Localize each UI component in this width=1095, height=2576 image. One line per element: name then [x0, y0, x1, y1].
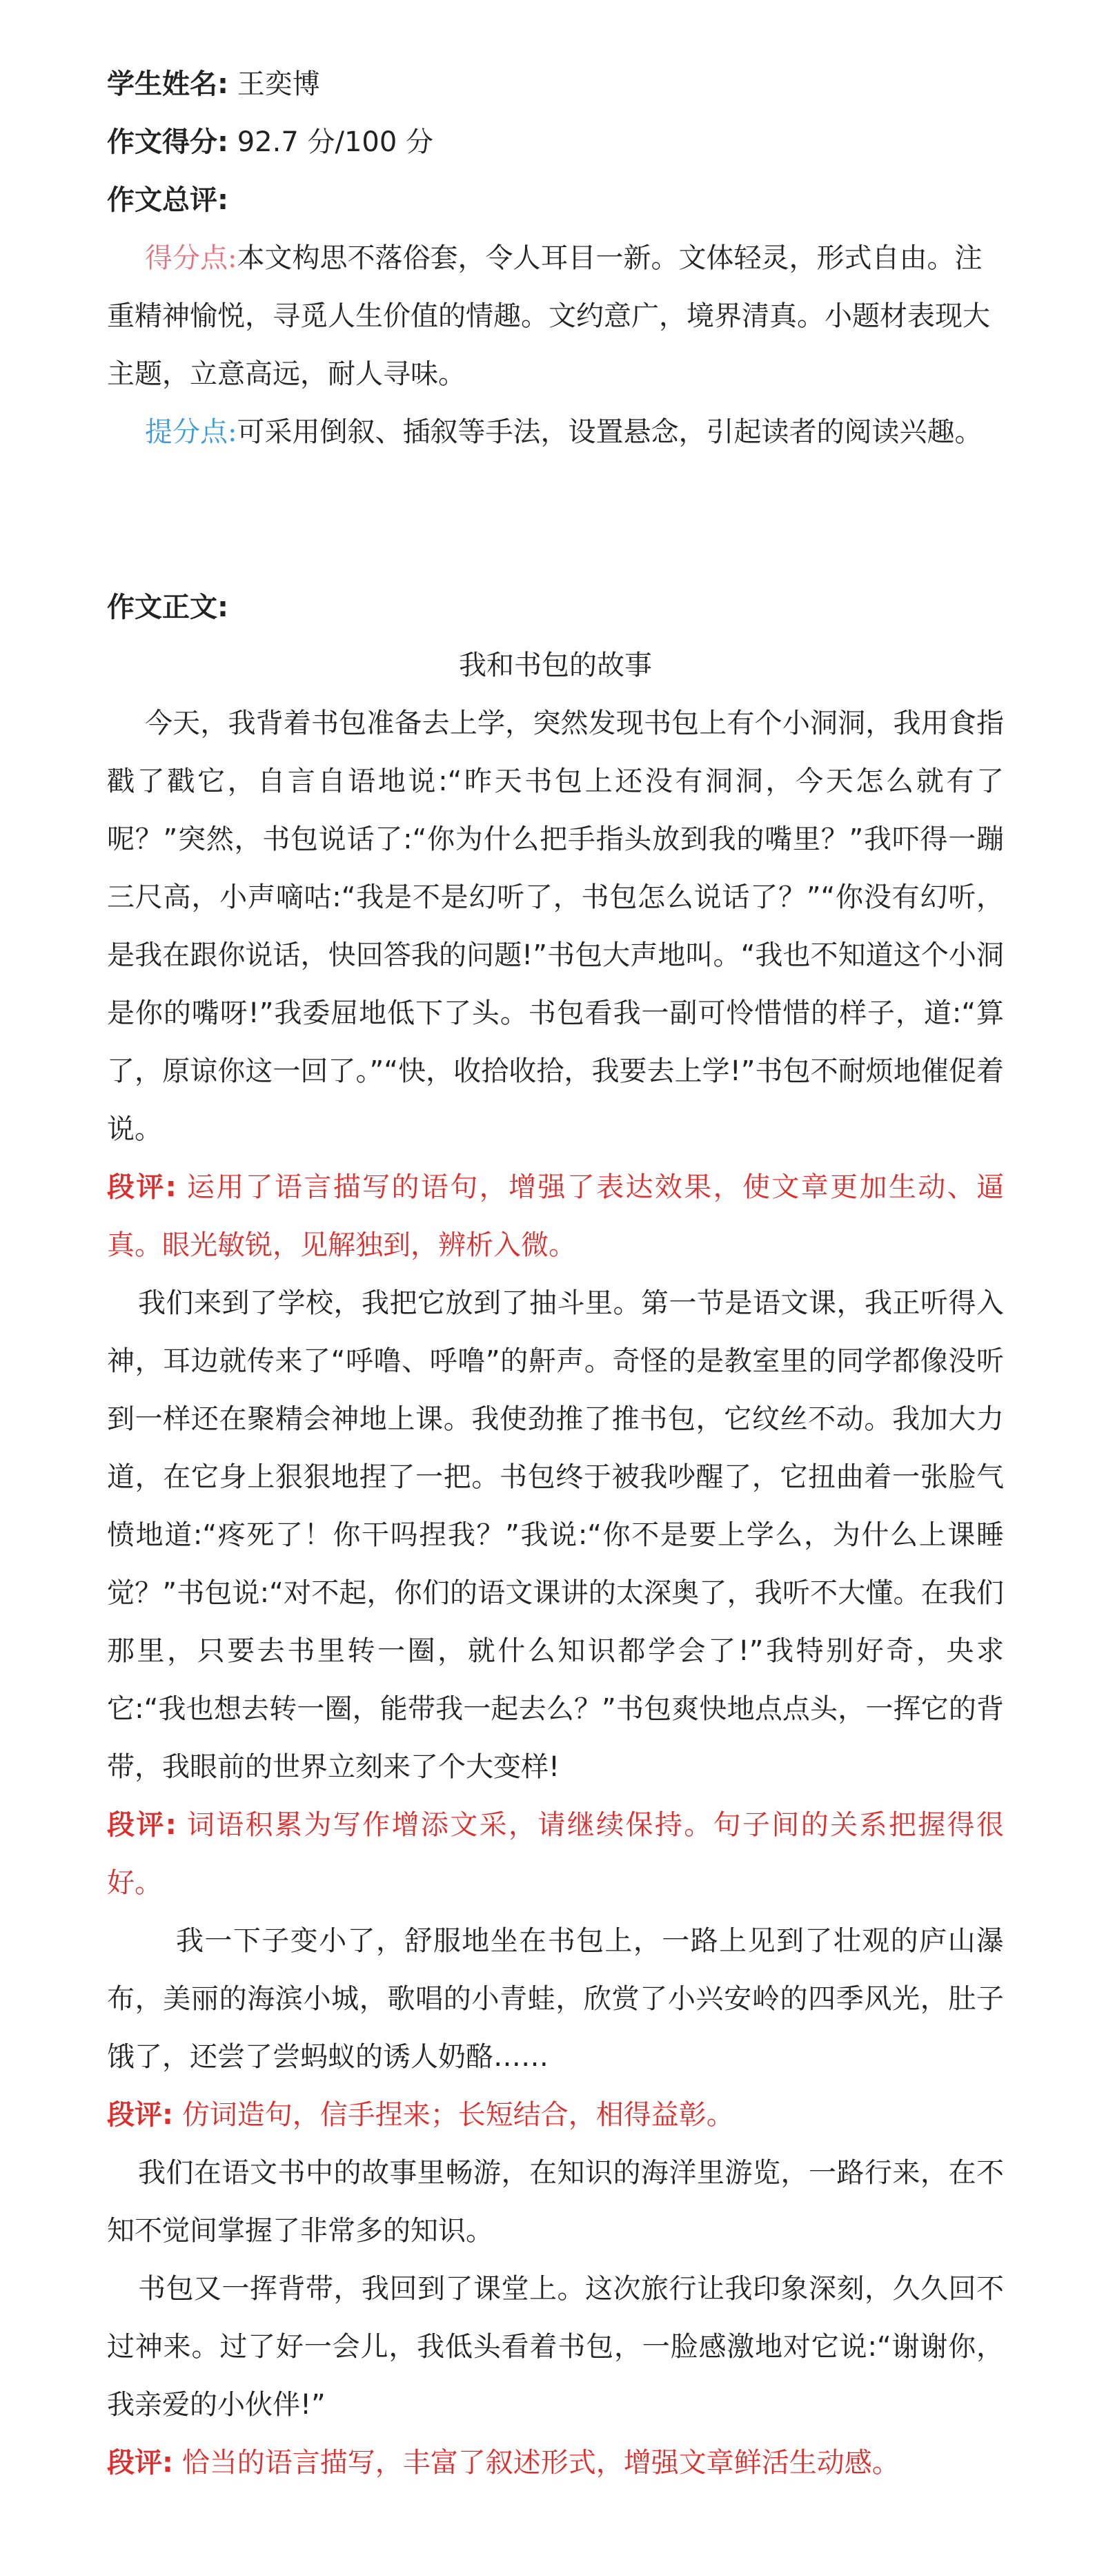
summary-label: 作文总评: [107, 184, 228, 216]
score-value: 92.7 分/100 分 [237, 126, 434, 158]
improve-text: 可采用倒叙、插叙等手法，设置悬念，引起读者的阅读兴趣。 [237, 416, 983, 448]
score-row [107, 113, 1004, 171]
paragraph-comment-2 [107, 1796, 1004, 1912]
essay-paragraph-1: 今天，我背着书包准备去上学，突然发现书包上有个小洞洞，我用食指戳了戳它，自言自语地说:“昨天书包上还没有洞洞，今天怎么就有了呢？”突然，书包说话了:“你为什么把手指头放到我的嘴里？”我吓得一蹦三尺高，小声嘀咕:“我是不是幻听了，书包怎么说话了？”“你没有幻听，是我在跟你说话，快回答我的问题!”书包大声地叫。“我也不知道这个小洞是你的嘴呀!”我委屈地低下了头。书包看我一副可怜惜惜的样子，道:“算了，原谅你这一回了。”“快，收拾收拾，我要去上学!”书包不耐烦地催促着说。 [107, 708, 1004, 1145]
strengths-text: 本文构思不落俗套，令人耳目一新。文体轻灵，形式自由。注重精神愉悦，寻觅人生价值的情趣。文约意广，境界清真。小题材表现大主题，立意高远，耐人寻味。 [107, 242, 990, 390]
overall-review [107, 229, 1004, 461]
essay-title: 我和书包的故事 [459, 650, 652, 681]
strengths-label: 得分点: [145, 242, 237, 274]
paragraph-comment-1 [107, 1158, 1004, 1274]
student-name-value: 王奕博 [237, 68, 320, 100]
essay-heading: 作文正文: [107, 592, 228, 623]
improve-paragraph [107, 403, 1004, 461]
strengths-paragraph [107, 229, 1004, 403]
paragraph-comment-4 [107, 2434, 1004, 2492]
summary-row [107, 171, 1004, 229]
student-name-label: 学生姓名: [107, 68, 228, 100]
comment-text: 恰当的语言描写，丰富了叙述形式，增强文章鲜活生动感。 [181, 2447, 900, 2479]
essay-body [107, 694, 1004, 2492]
essay-paragraph-3: 我一下子变小了，舒服地坐在书包上，一路上见到了壮观的庐山瀑布，美丽的海滨小城，歌唱的小青蛙，欣赏了小兴安岭的四季风光，肚子饿了，还尝了尝蚂蚁的诱人奶酪…… [107, 1925, 1004, 2073]
comment-label: 段评: [107, 2447, 173, 2479]
comment-label: 段评: [107, 1171, 177, 1203]
essay-paragraph-2: 我们来到了学校，我把它放到了抽斗里。第一节是语文课，我正听得入神，耳边就传来了“呼噜、呼噜”的鼾声。奇怪的是教室里的同学都像没听到一样还在聚精会神地上课。我使劲推了推书包，它纹丝不动。我加大力道，在它身上狠狠地捏了一把。书包终于被我吵醒了，它扭曲着一张脸气愤地道:“疼死了！你干吗捏我？”我说:“你不是要上学么，为什么上课睡觉？”书包说:“对不起，你们的语文课讲的太深奥了，我听不大懂。在我们那里，只要去书里转一圈，就什么知识都学会了!”我特别好奇，央求它:“我也想去转一圈，能带我一起去么？”书包爽快地点点头，一挥它的背带，我眼前的世界立刻来了个大变样! [107, 1287, 1004, 1783]
essay-paragraph-5: 书包又一挥背带，我回到了课堂上。这次旅行让我印象深刻，久久回不过神来。过了好一会儿，我低头看着书包，一脸感激地对它说:“谢谢你，我亲爱的小伙伴!” [107, 2273, 1004, 2421]
comment-text: 仿词造句，信手捏来；长短结合，相得益彰。 [181, 2099, 734, 2131]
student-name-row [107, 55, 1004, 113]
paragraph-comment-3 [107, 2086, 1004, 2144]
essay-document [107, 55, 1004, 2492]
comment-label: 段评: [107, 2099, 173, 2131]
comment-text: 词语积累为写作增添文采，请继续保持。句子间的关系把握得很好。 [107, 1809, 1004, 1899]
comment-text: 运用了语言描写的语句，增强了表达效果，使文章更加生动、逼真。眼光敏锐，见解独到，辨析入微。 [107, 1171, 1004, 1261]
essay-paragraph-4: 我们在语文书中的故事里畅游，在知识的海洋里游览，一路行来，在不知不觉间掌握了非常多的知识。 [107, 2157, 1004, 2247]
improve-label: 提分点: [145, 416, 237, 448]
score-label: 作文得分: [107, 126, 228, 158]
comment-label: 段评: [107, 1809, 177, 1841]
